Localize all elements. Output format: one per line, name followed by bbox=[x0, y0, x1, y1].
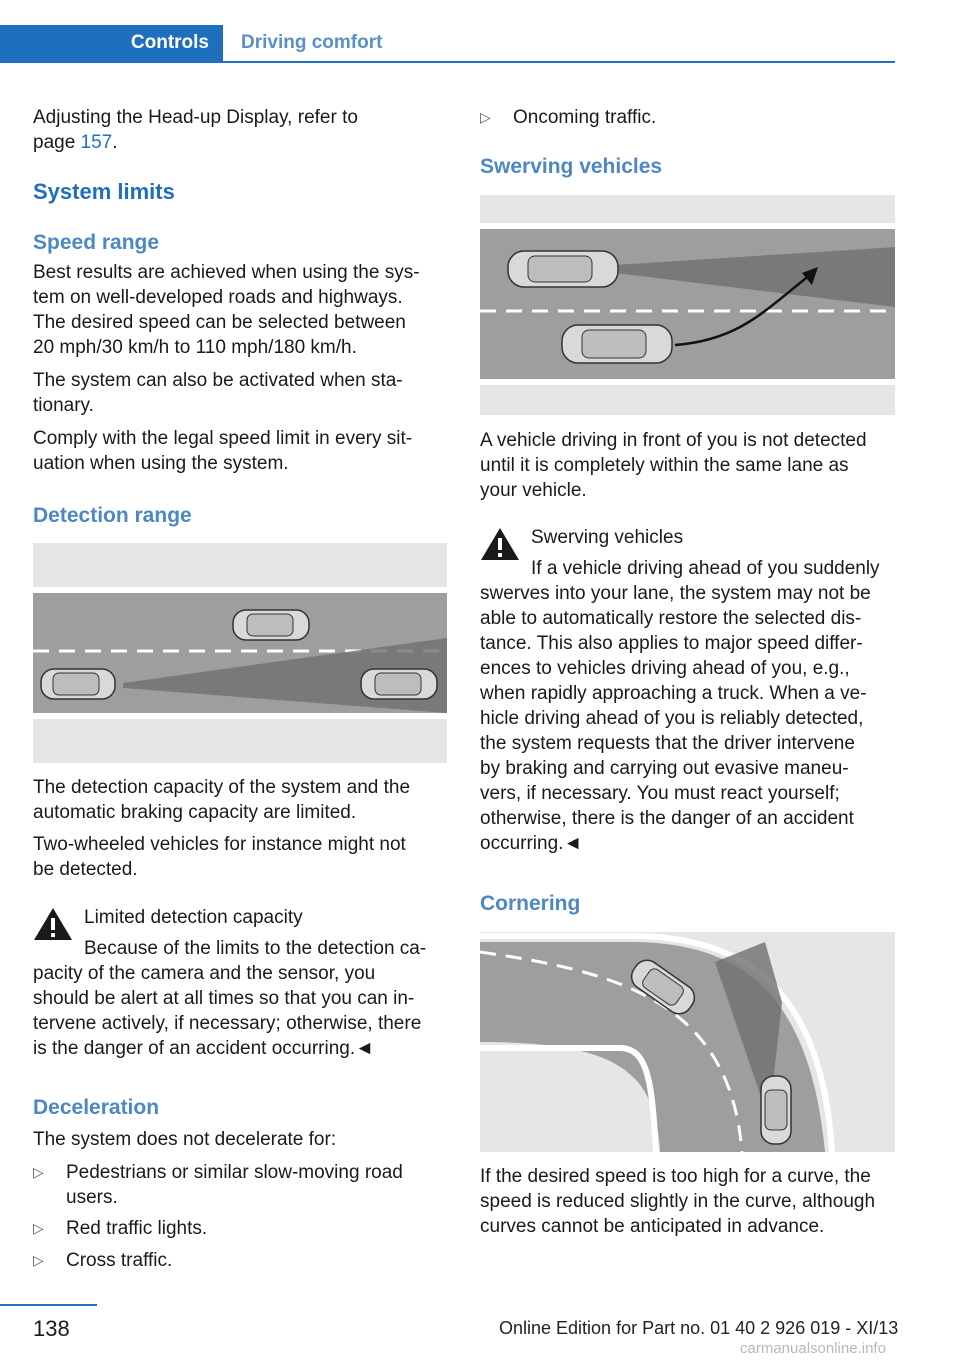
text-line: A vehicle driving in front of you is not detected bbox=[480, 430, 867, 451]
warning-text-line: otherwise, there is the danger of an accident bbox=[480, 808, 854, 829]
text-line: tem on well-developed roads and highways. bbox=[33, 287, 403, 308]
text-line: Best results are achieved when using the sys- bbox=[33, 262, 420, 283]
own-car bbox=[761, 1076, 791, 1144]
warning-text-line: by braking and carrying out evasive maneu- bbox=[480, 758, 849, 779]
car-ahead bbox=[233, 610, 309, 640]
page-link-157[interactable]: 157 bbox=[80, 132, 113, 153]
warning-text-line: If a vehicle driving ahead of you suddenly bbox=[531, 558, 880, 579]
warning-text-line: hicle driving ahead of you is reliably detected, bbox=[480, 708, 864, 729]
warning-text-line: vers, if necessary. You must react yourself; bbox=[480, 783, 840, 804]
detection-range-svg bbox=[33, 543, 447, 763]
intro-page-text: page bbox=[33, 132, 81, 153]
intro-line-1: Adjusting the Head-up Display, refer to bbox=[33, 107, 358, 128]
text-line: Comply with the legal speed limit in every sit- bbox=[33, 428, 413, 449]
triangle-bullet-icon: ▷ bbox=[33, 1252, 44, 1268]
list-item bbox=[480, 105, 896, 130]
text-line: The detection capacity of the system and the bbox=[33, 777, 411, 798]
swerving-vehicles-svg bbox=[480, 195, 895, 415]
warning-swerving-vehicles bbox=[480, 525, 896, 856]
text-line: If the desired speed is too high for a curve, the bbox=[480, 1166, 871, 1187]
triangle-bullet-icon: ▷ bbox=[33, 1164, 44, 1180]
watermark: carmanualsonline.info bbox=[740, 1340, 886, 1357]
heading-detection-range: Detection range bbox=[33, 504, 192, 527]
tab-driving-comfort[interactable]: Driving comfort bbox=[241, 32, 383, 53]
text-line: tionary. bbox=[33, 395, 94, 416]
list-item-text: Oncoming traffic. bbox=[513, 107, 657, 128]
list-item-text: Red traffic lights. bbox=[66, 1218, 208, 1239]
warning-text-line: able to automatically restore the selected dis- bbox=[480, 608, 862, 629]
warning-text-line: is the danger of an accident occurring.◄ bbox=[33, 1038, 374, 1059]
text-line: automatic braking capacity are limited. bbox=[33, 802, 357, 823]
text-line: speed is reduced slightly in the curve, although bbox=[480, 1191, 876, 1212]
list-item-text: Pedestrians or similar slow-moving road bbox=[66, 1162, 403, 1183]
speed-paragraph-2 bbox=[33, 368, 403, 418]
intro-period: . bbox=[112, 132, 118, 153]
cornering-paragraph-1 bbox=[480, 1164, 900, 1239]
car-far bbox=[361, 669, 437, 699]
list-item-text: users. bbox=[66, 1187, 118, 1208]
text-line: be detected. bbox=[33, 859, 138, 880]
swerving-car bbox=[562, 325, 672, 363]
cornering-svg bbox=[480, 932, 895, 1152]
warning-text-line: pacity of the camera and the sensor, you bbox=[33, 963, 376, 984]
text-line: until it is completely within the same lane as bbox=[480, 455, 849, 476]
footer-rule bbox=[0, 1304, 97, 1306]
text-line: Two-wheeled vehicles for instance might not bbox=[33, 834, 406, 855]
car-ahead bbox=[508, 251, 618, 287]
detection-range-illustration bbox=[33, 543, 447, 763]
warning-title: Limited detection capacity bbox=[84, 907, 303, 928]
edition-text: Online Edition for Part no. 01 40 2 926 019 - XI/13 bbox=[499, 1318, 899, 1338]
warning-text-line: ences to vehicles driving ahead of you, e.g., bbox=[480, 658, 850, 679]
tab-controls[interactable]: Controls bbox=[0, 25, 223, 61]
chapter-tab-bar bbox=[0, 25, 895, 63]
text-line: uation when using the system. bbox=[33, 453, 289, 474]
warning-text-line: swerves into your lane, the system may not be bbox=[480, 583, 871, 604]
text-line: The desired speed can be selected between bbox=[33, 312, 406, 333]
deceleration-intro: The system does not decelerate for: bbox=[33, 1129, 337, 1150]
heading-swerving-vehicles: Swerving vehicles bbox=[480, 155, 663, 178]
triangle-bullet-icon: ▷ bbox=[480, 109, 491, 125]
own-car bbox=[41, 669, 115, 699]
warning-text-line: Because of the limits to the detection ca- bbox=[84, 938, 427, 959]
warning-triangle-icon bbox=[480, 527, 520, 561]
list-item bbox=[33, 1160, 449, 1210]
text-line: 20 mph/30 km/h to 110 mph/180 km/h. bbox=[33, 337, 357, 358]
warning-text-line: the system requests that the driver intervene bbox=[480, 733, 855, 754]
text-line: your vehicle. bbox=[480, 480, 587, 501]
warning-limited-detection bbox=[33, 905, 449, 1061]
detection-paragraph-1 bbox=[33, 775, 410, 825]
swerving-vehicles-illustration bbox=[480, 195, 895, 415]
warning-title: Swerving vehicles bbox=[531, 527, 684, 548]
list-item bbox=[33, 1248, 449, 1273]
warning-triangle-icon bbox=[33, 907, 73, 941]
cornering-illustration bbox=[480, 932, 895, 1152]
text-line: curves cannot be anticipated in advance. bbox=[480, 1216, 825, 1237]
heading-deceleration: Deceleration bbox=[33, 1096, 160, 1119]
page-number: 138 bbox=[33, 1316, 70, 1341]
list-item bbox=[33, 1216, 449, 1241]
detection-paragraph-2 bbox=[33, 832, 406, 882]
intro-line-2 bbox=[33, 130, 118, 155]
heading-system-limits: System limits bbox=[33, 179, 175, 204]
warning-text-line: tervene actively, if necessary; otherwise, there bbox=[33, 1013, 422, 1034]
text-line: The system can also be activated when sta- bbox=[33, 370, 403, 391]
speed-paragraph-3 bbox=[33, 426, 412, 476]
triangle-bullet-icon: ▷ bbox=[33, 1220, 44, 1236]
list-item-text: Cross traffic. bbox=[66, 1250, 173, 1271]
heading-speed-range: Speed range bbox=[33, 231, 160, 254]
warning-text-line: when rapidly approaching a truck. When a ve- bbox=[480, 683, 867, 704]
swerving-paragraph-1 bbox=[480, 428, 867, 503]
heading-cornering: Cornering bbox=[480, 892, 581, 915]
warning-text-line: occurring.◄ bbox=[480, 833, 583, 854]
warning-text-line: tance. This also applies to major speed differ- bbox=[480, 633, 863, 654]
speed-paragraph-1 bbox=[33, 260, 420, 360]
warning-text-line: should be alert at all times so that you can in- bbox=[33, 988, 415, 1009]
